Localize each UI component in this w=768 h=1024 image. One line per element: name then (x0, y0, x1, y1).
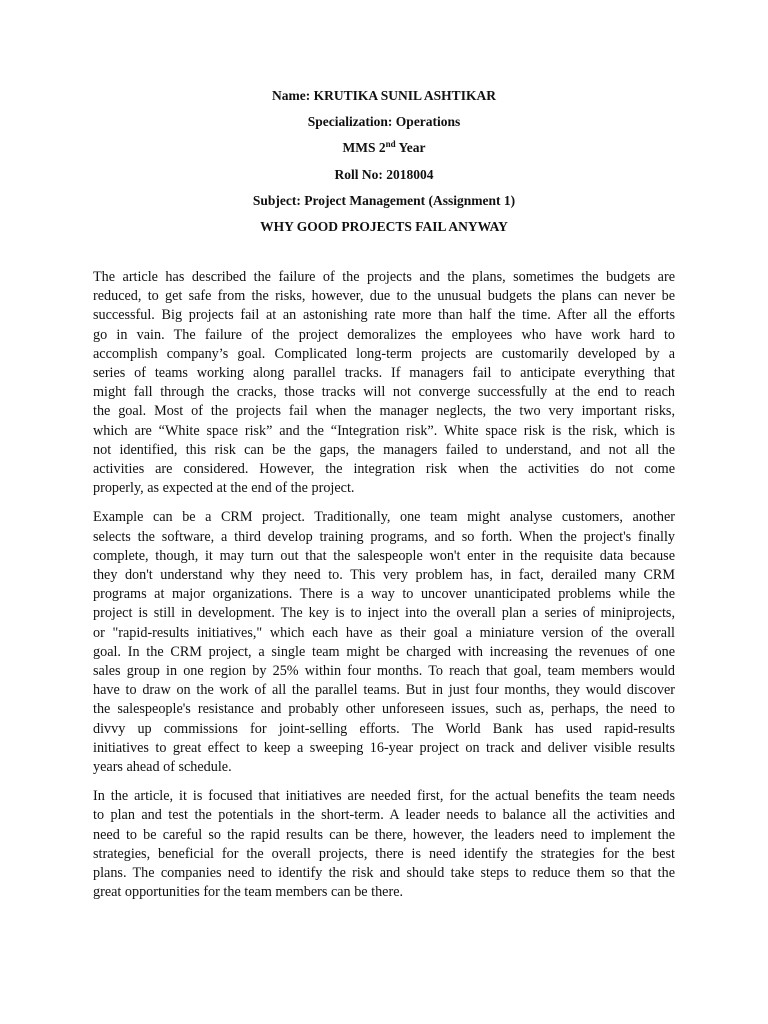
paragraph-line: years ahead of schedule. (93, 759, 232, 776)
paragraph-line: strategies, beneficial for the overall projects, there is need identify the strategies for the best (93, 845, 675, 862)
paragraph-line: have to draw on the work of all the parallel teams. But in just four months, they would discover (93, 682, 675, 699)
program-year-sup: nd (385, 139, 396, 150)
paragraph-line: the salespeople's resistance and probably other unforeseen issues, such as, perhaps, the need to (93, 701, 675, 718)
paragraph-line: project is still in development. The key is to inject into the overall plan a series of miniprojects, (93, 605, 675, 622)
roll-number: Roll No: 2018004 (334, 166, 434, 182)
document-body (93, 268, 675, 913)
paragraph-line: they don't understand why they need to. This very problem has, in fact, derailed many CRM (93, 567, 675, 584)
paragraph-line: to plan and test the potentials in the short-term. A leader needs to balance all the activities and (93, 807, 675, 824)
paragraph-line: goal. In the CRM project, a single team might be charged with increasing the revenues of one (93, 643, 675, 660)
paragraph-line: Example can be a CRM project. Traditionally, one team might analyse customers, another (93, 509, 675, 526)
paragraph-line: might fall through the cracks, those tracks will not converge successfully at the end to reach (93, 384, 675, 401)
paragraph-line: programs at major organizations. There is a way to uncover unanticipated problems while the (93, 586, 675, 603)
program-year (0, 138, 768, 164)
paragraph-line: reduced, to get safe from the risks, however, due to the unusual budgets the plans can never be (93, 288, 675, 305)
body-paragraph (93, 268, 675, 498)
paragraph-line: In the article, it is focused that initiatives are needed first, for the actual benefits the team needs (93, 788, 675, 805)
document-title: WHY GOOD PROJECTS FAIL ANYWAY (260, 218, 508, 234)
program-year-prefix: MMS 2 (342, 140, 386, 156)
paragraph-line: The article has described the failure of the projects and the plans, sometimes the budgets are (93, 269, 675, 285)
paragraph-line: plans. The companies need to identify the risk and should take steps to reduce them so that the (93, 865, 675, 882)
paragraph-line: initiatives to great effect to keep a sweeping 16-year project on track and deliver visible results (93, 739, 675, 756)
paragraph-line: accomplish company’s goal. Complicated long-term projects are customarily developed by a (93, 345, 675, 362)
paragraph-line: divvy up commissions for joint-selling efforts. The World Bank has used rapid-results (93, 720, 675, 737)
paragraph-line: go in vain. The failure of the project demoralizes the employees who have work hard to (93, 326, 675, 343)
paragraph-line: properly, as expected at the end of the project. (93, 480, 355, 497)
paragraph-line: the goal. Most of the projects fail when the manager neglects, the two very important risks, (93, 403, 675, 420)
paragraph-line: activities are considered. However, the integration risk when the activities do not come (93, 461, 675, 478)
paragraph-line: selects the software, a third develop training programs, and so forth. When the project's finally (93, 528, 675, 545)
program-year-suffix: Year (395, 140, 426, 156)
paragraph-line: successful. Big projects fail at an astonishing rate more than half the time. After all the efforts (93, 307, 675, 324)
body-paragraph (93, 787, 675, 902)
specialization: Specialization: Operations (307, 114, 461, 130)
paragraph-line: great opportunities for the team members can be there. (93, 884, 404, 901)
body-paragraph (93, 508, 675, 777)
document-header (0, 86, 768, 243)
paragraph-line: complete, though, it may turn out that the salespeople won't enter in the requisite data because (93, 547, 675, 564)
student-name: Name: KRUTIKA SUNIL ASHTIKAR (272, 88, 496, 103)
paragraph-line: series of teams working along parallel tracks. If managers fail to anticipate everything that (93, 365, 675, 382)
subject: Subject: Project Management (Assignment 1) (252, 192, 516, 208)
paragraph-line: which are “White space risk” and the “Integration risk”. White space risk is the risk, which is (93, 422, 675, 439)
paragraph-line: not identified, this risk can be the gaps, the managers failed to understand, and not all the (93, 441, 675, 458)
paragraph-line: or "rapid-results initiatives," which each have as their goal a miniature version of the overall (93, 624, 675, 641)
paragraph-line: sales group in one region by 25% within four months. To reach that goal, team members would (93, 663, 675, 680)
paragraph-line: need to be careful so the rapid results can be there, however, the leaders need to implement the (93, 826, 675, 843)
